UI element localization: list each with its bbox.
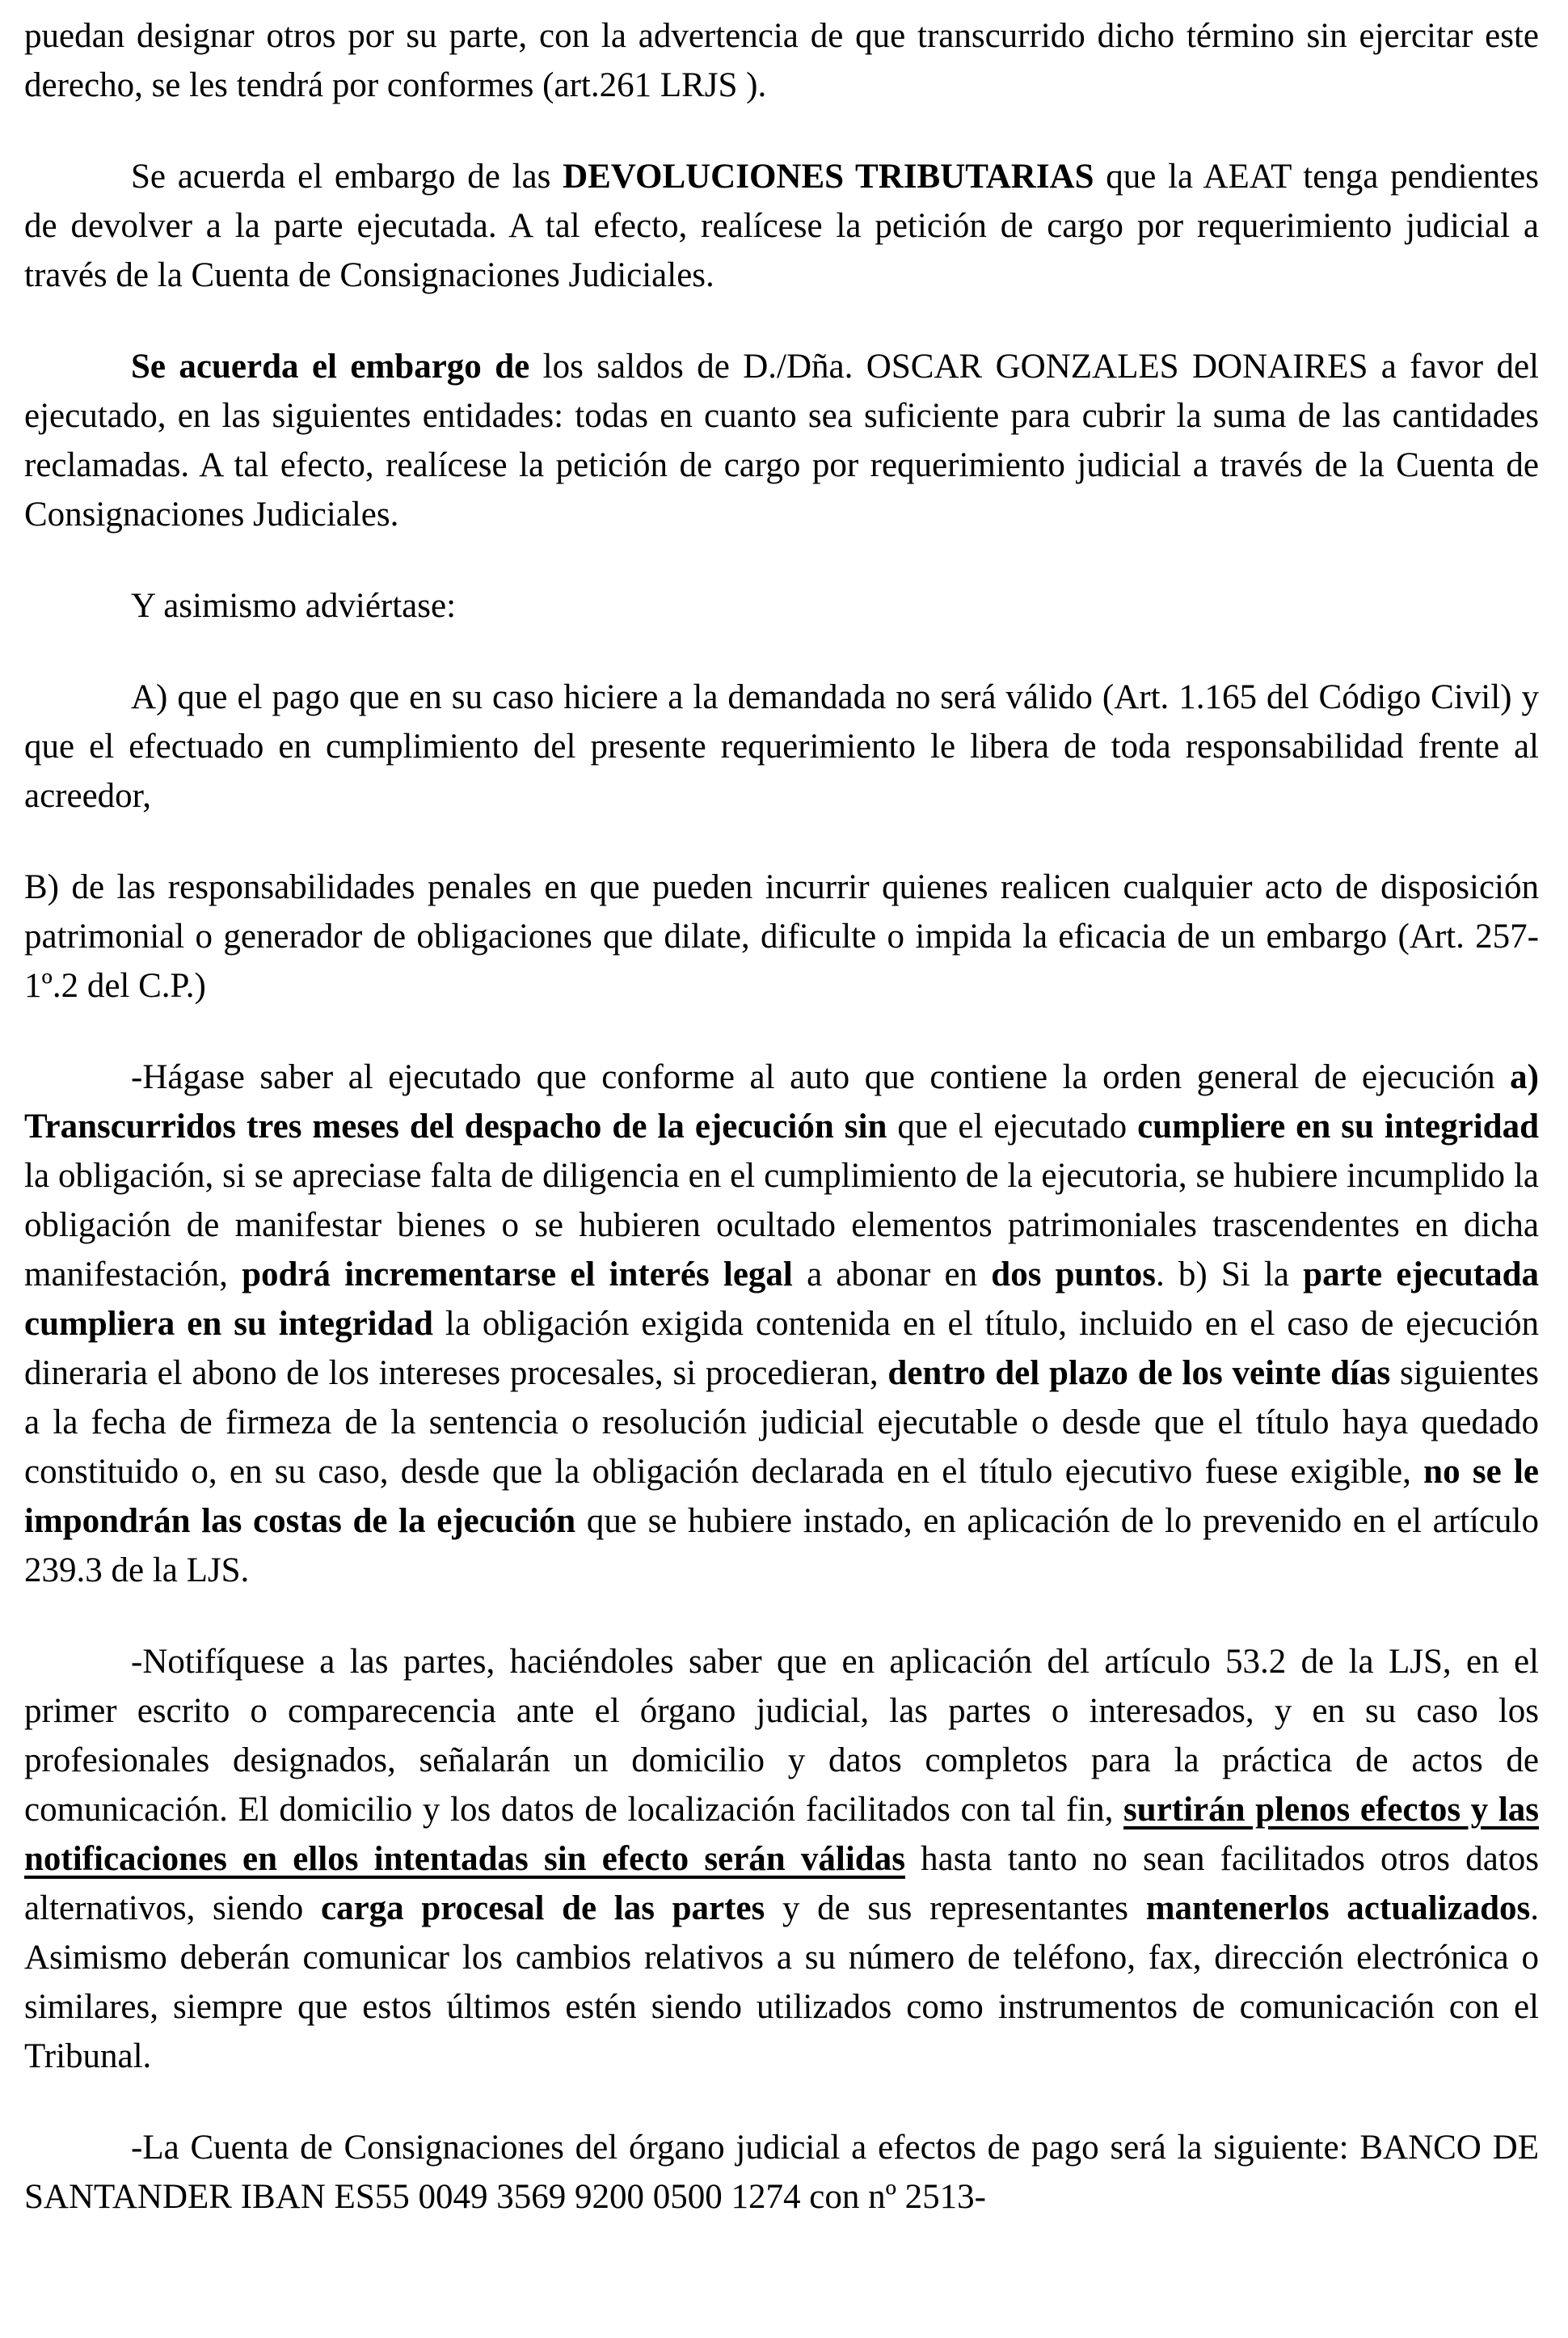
bold-text-run: a) Transcurridos tres meses del despacho de la ejecución sin: [24, 1058, 1539, 1146]
bold-text-run: DEVOLUCIONES TRIBUTARIAS: [563, 158, 1094, 196]
bold-text-run: parte ejecutada cumpliera en su integridad: [24, 1256, 1539, 1343]
paragraph: [24, 863, 1539, 1011]
text-run: A) que el pago que en su caso hiciere a la demandada no será válido (Art. 1.165 del Código Civil) y que el efectuado en cumplimiento del presente requerimiento le libera de toda responsabilidad frente al acreedor,: [24, 678, 1539, 815]
paragraph: [24, 673, 1539, 821]
text-run: puedan designar otros por su parte, con la advertencia de que transcurrido dicho término sin ejercitar este derecho, se les tendrá por conformes (art.261 LRJS ).: [24, 17, 1539, 104]
bold-text-run: no se le impondrán las costas de la ejecución: [24, 1453, 1539, 1540]
text-run: que la AEAT tenga pendientes de devolver a la parte ejecutada. A tal efecto, realícese la petición de cargo por requerimiento judicial a través de la Cuenta de Consignaciones Judiciales.: [24, 158, 1540, 294]
paragraph: [24, 1053, 1539, 1595]
text-run: que el ejecutado: [887, 1108, 1138, 1146]
text-run: Y asimismo adviértase:: [131, 587, 457, 625]
paragraph: [24, 11, 1539, 110]
text-run: que se hubiere instado, en aplicación de lo prevenido en el artículo 239.3 de la LJS.: [24, 1502, 1539, 1589]
text-run: -Hágase saber al ejecutado que conforme al auto que contiene la orden general de ejecución: [131, 1058, 1511, 1096]
text-run: . Asimismo deberán comunicar los cambios relativos a su número de teléfono, fax, dirección electrónica o similares, siempre que estos últimos estén siendo utilizados como instrumentos de comunicación con el Tribunal.: [24, 1889, 1539, 2075]
underlined-text-run: surtirán plenos efectos y las notificaciones en ellos intentadas sin efecto serán válidas: [24, 1791, 1540, 1878]
text-run: la obligación, si se apreciase falta de diligencia en el cumplimiento de la ejecutoria, se hubiere incumplido la obligación de manifestar bienes o se hubieren ocultado elementos patrimoniales trascendentes en dicha manifestación,: [24, 1157, 1539, 1293]
text-run: -La Cuenta de Consignaciones del órgano judicial a efectos de pago será la siguiente: BANCO DE SANTANDER IBAN ES55 0049 3569 9200 0500 1274 con nº 2513-: [24, 2129, 1539, 2216]
paragraph: [24, 342, 1539, 539]
paragraph: [24, 152, 1539, 300]
text-run: Se acuerda el embargo de las: [131, 158, 563, 196]
bold-text-run: Se acuerda el embargo de: [131, 348, 530, 386]
document-body: [24, 11, 1539, 2222]
text-run: hasta tanto no sean facilitados otros datos alternativos, siendo: [24, 1840, 1539, 1927]
bold-text-run: podrá incrementarse el interés legal: [242, 1256, 793, 1293]
paragraph: [24, 1637, 1539, 2081]
text-run: la obligación exigida contenida en el título, incluido en el caso de ejecución dineraria el abono de los intereses procesales, si procedieran,: [24, 1305, 1539, 1392]
text-run: siguientes a la fecha de firmeza de la sentencia o resolución judicial ejecutable o desde que el título haya quedado constituido o, en su caso, desde que la obligación declarada en el título ejecutivo fuese exigible,: [24, 1354, 1539, 1491]
bold-text-run: dentro del plazo de los veinte días: [887, 1354, 1391, 1392]
bold-text-run: carga procesal de las partes: [320, 1889, 765, 1927]
bold-text-run: dos puntos: [991, 1256, 1156, 1293]
text-run: y de sus representantes: [765, 1889, 1146, 1927]
bold-text-run: mantenerlos actualizados: [1145, 1889, 1531, 1927]
paragraph: [24, 581, 1539, 631]
paragraph: [24, 2123, 1539, 2222]
text-run: -Notifíquese a las partes, haciéndoles saber que en aplicación del artículo 53.2 de la LJS, en el primer escrito o comparecencia ante el órgano judicial, las partes o interesados, y en su caso los profesionales designados, señalarán un domicilio y datos completos para la práctica de actos de comunicación. El domicilio y los datos de localización facilitados con tal fin,: [24, 1643, 1539, 1829]
text-run: B) de las responsabilidades penales en que pueden incurrir quienes realicen cualquier acto de disposición patrimonial o generador de obligaciones que dilate, dificulte o impida la eficacia de un embargo (Art. 257-1º.2 del C.P.): [24, 868, 1539, 1005]
bold-text-run: cumpliere en su integridad: [1137, 1108, 1539, 1146]
text-run: a abonar en: [792, 1256, 992, 1293]
text-run: . b) Si la: [1155, 1256, 1304, 1293]
text-run: los saldos de D./Dña. OSCAR GONZALES DONAIRES a favor del ejecutado, en las siguientes entidades: todas en cuanto sea suficiente para cubrir la suma de las cantidades reclamadas. A tal efecto, realícese la petición de cargo por requerimiento judicial a través de la Cuenta de Consignaciones Judiciales.: [24, 348, 1539, 534]
